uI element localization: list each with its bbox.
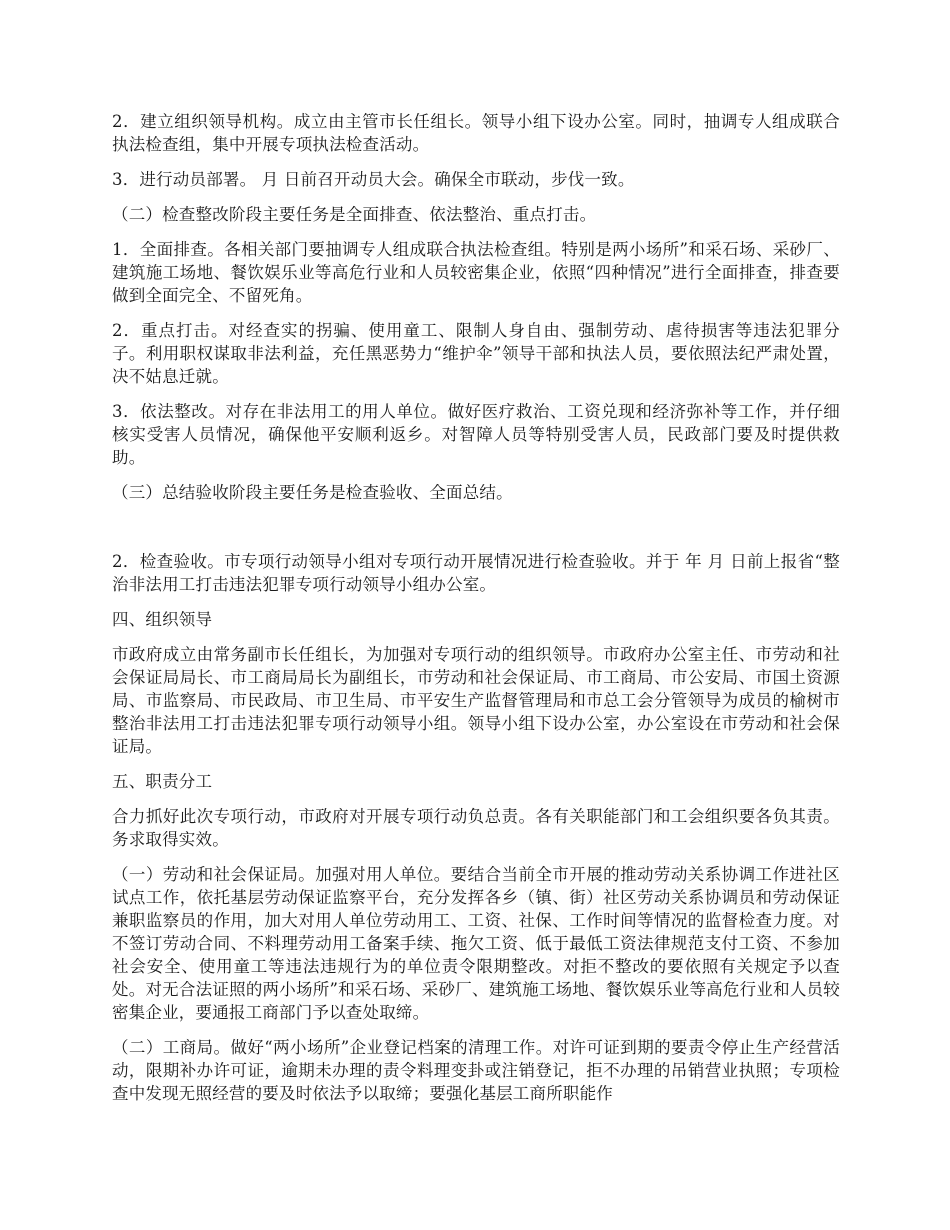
paragraph-leadership-group: 市政府成立由常务副市长任组长，为加强对专项行动的组织领导。市政府办公室主任、市劳动和社会保证局局长、市工商局局长为副组长，市劳动和社会保证局、市工商局、市公安局、市国土资源局、市监察局、市民政局、市卫生局、市平安生产监督管理局和市总工会分管领导为成员的榆树市整治非法用工打击违法犯罪专项行动领导小组。领导小组下设办公室，办公室设在市劳动和社会保证局。 [112,645,840,756]
heading-responsibilities: 五、职责分工 [112,772,213,791]
paragraph-mobilization: 3．进行动员部署。 月 日前召开动员大会。确保全市联动，步伐一致。 [112,170,635,189]
paragraph-acceptance-check: 2．检查验收。市专项行动领导小组对专项行动开展情况进行检查验收。并于 年 月 日前上报省“整治非法用工打击违法犯罪专项行动领导小组办公室。 [112,552,840,594]
paragraph-key-crackdown: 2．重点打击。对经查实的拐骗、使用童工、限制人身自由、强制劳动、虐待损害等违法犯罪分子。利用职权谋取非法利益，充任黑恶势力“维护伞”领导干部和执法人员，要依照法纪严肃处置，决不姑息迁就。 [112,321,840,386]
paragraph-full-investigation: 1．全面排查。各相关部门要抽调专人组成联合执法检查组。特别是两小场所”和采石场、采砂厂、建筑施工场地、餐饮娱乐业等高危行业和人员较密集企业，依照“四种情况”进行全面排查，排查要做到全面完全、不留死角。 [112,240,840,305]
document-body [112,110,840,1117]
heading-organization-leadership: 四、组织领导 [112,610,213,629]
paragraph-overall-responsibility: 合力抓好此次专项行动，市政府对开展专项行动负总责。各有关职能部门和工会组织要各负其责。务求取得实效。 [112,807,840,849]
paragraph-establish-leadership: 2．建立组织领导机构。成立由主管市长任组长。领导小组下设办公室。同时，抽调专人组成联合执法检查组，集中开展专项执法检查活动。 [112,112,840,154]
paragraph-commerce-bureau: （二）工商局。做好“两小场所”企业登记档案的清理工作。对许可证到期的要责令停止生产经营活动，限期补办许可证，逾期未办理的责令料理变卦或注销登记，拒不办理的吊销营业执照；专项检查中发现无照经营的要及时依法予以取缔；要强化基层工商所职能作 [112,1038,840,1103]
paragraph-labor-bureau: （一）劳动和社会保证局。加强对用人单位。要结合当前全市开展的推动劳动关系协调工作进社区试点工作，依托基层劳动保证监察平台，充分发挥各乡（镇、街）社区劳动关系协调员和劳动保证兼职监察员的作用，加大对用人单位劳动用工、工资、社保、工作时间等情况的监督检查力度。对不签订劳动合同、不料理劳动用工备案手续、拖欠工资、低于最低工资法律规范支付工资、不参加社会安全、使用童工等违法违规行为的单位责令限期整改。对拒不整改的要依照有关规定予以查处。对无合法证照的两小场所”和采石场、采砂厂、建筑施工场地、餐饮娱乐业等高危行业和人员较密集企业，要通报工商部门予以查处取缔。 [112,865,840,1022]
paragraph-summary-stage: （三）总结验收阶段主要任务是检查验收、全面总结。 [112,483,513,502]
blank-gap [112,516,840,550]
paragraph-rectification: 3．依法整改。对存在非法用工的用人单位。做好医疗救治、工资兑现和经济弥补等工作，并仔细核实受害人员情况，确保他平安顺利返乡。对智障人员等特别受害人员，民政部门要及时提供救助。 [112,402,840,467]
paragraph-inspection-stage: （二）检查整改阶段主要任务是全面排查、依法整治、重点打击。 [112,205,597,224]
